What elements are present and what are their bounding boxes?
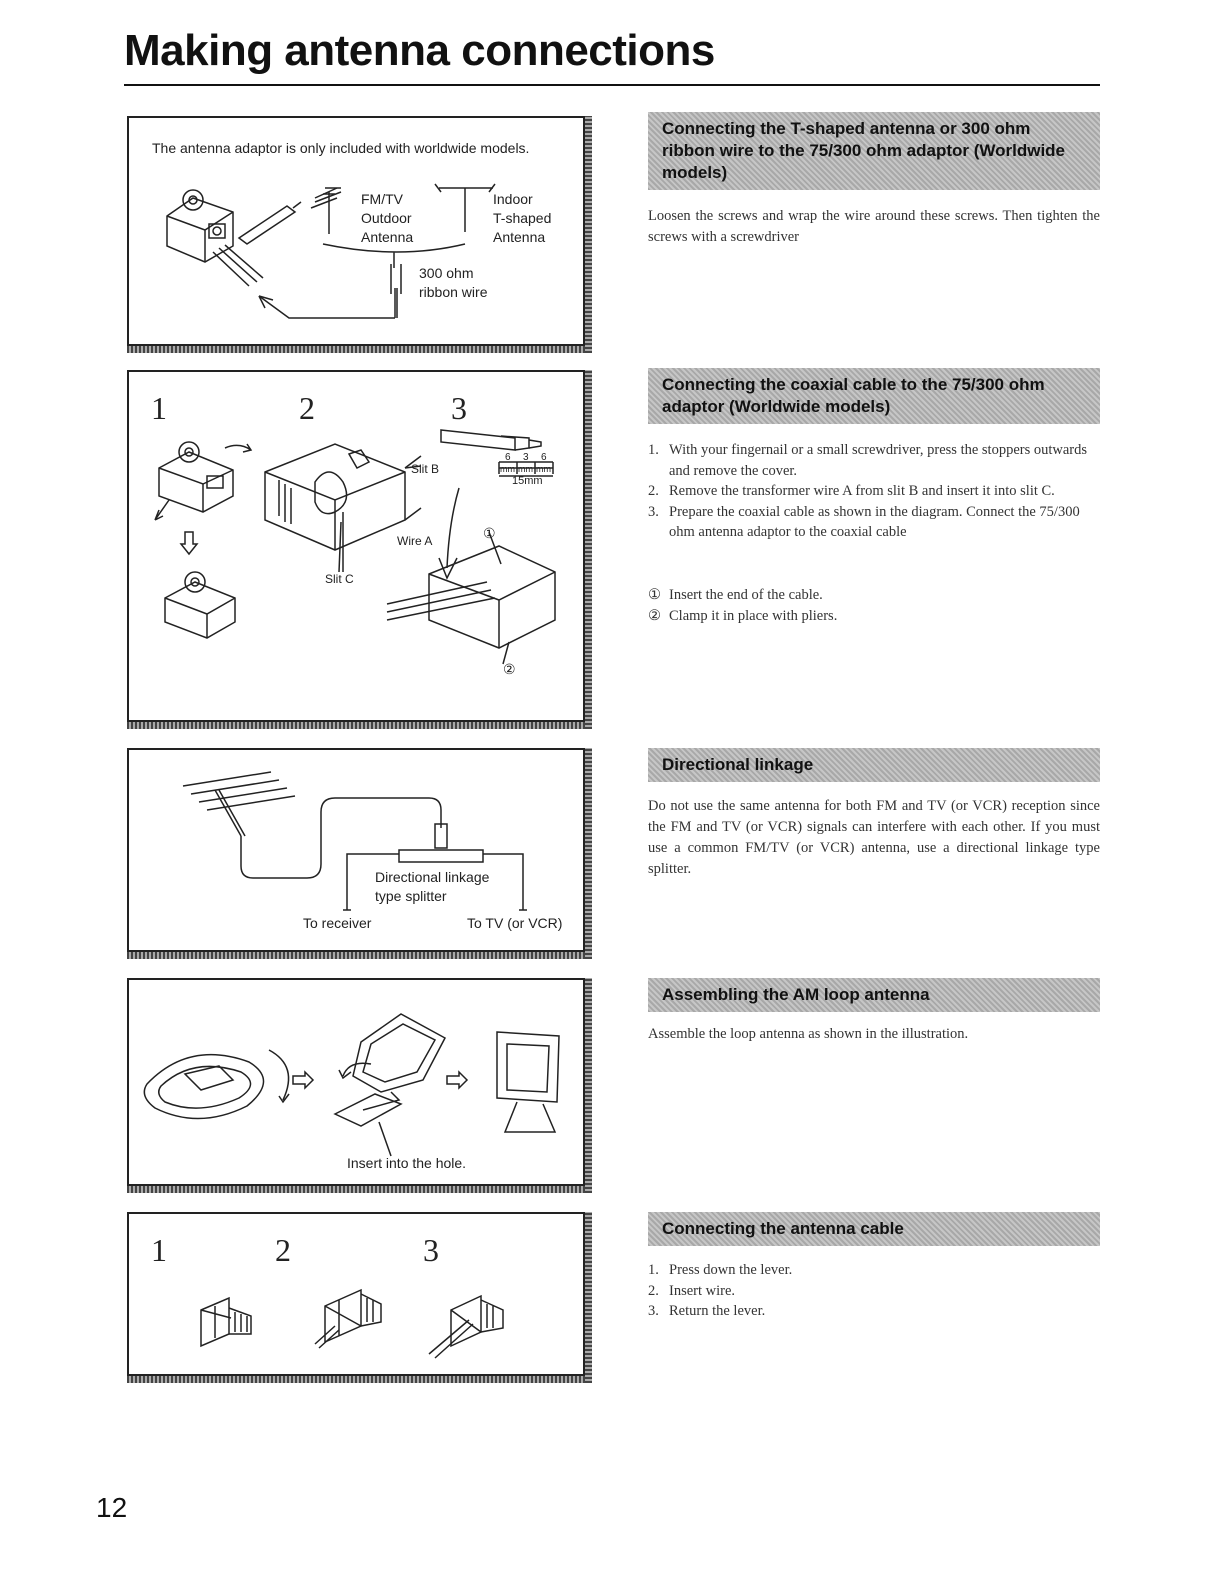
indoor-antenna-label-2: T-shaped xyxy=(493,210,552,226)
marker-2: ② xyxy=(503,661,516,677)
indoor-antenna-label-3: Antenna xyxy=(493,229,546,245)
insert-hole-label: Insert into the hole. xyxy=(347,1155,467,1171)
figure-directional-linkage xyxy=(127,748,585,952)
coax-step-1-number: 1 xyxy=(151,390,167,426)
dimension-total: 15mm xyxy=(512,475,543,487)
adaptor-note: The antenna adaptor is only included with worldwide models. xyxy=(152,140,530,156)
list-item: 2. Insert wire. xyxy=(648,1282,736,1299)
title-rule xyxy=(124,84,1100,86)
coaxial-notes-list xyxy=(648,585,1100,626)
indoor-antenna-label-1: Indoor xyxy=(493,191,533,207)
list-item: 3. Return the lever. xyxy=(648,1303,766,1319)
splitter-label-2: type splitter xyxy=(375,888,447,904)
ribbon-wire-label-2: ribbon wire xyxy=(419,284,488,300)
cable-step-3-number: 3 xyxy=(423,1232,439,1268)
section-text-am-loop: Assemble the loop antenna as shown in the illustration. xyxy=(648,1026,969,1042)
list-item: ① Insert the end of the cable. xyxy=(648,587,823,603)
figure-cable-steps xyxy=(127,1212,585,1376)
section-heading-t-shaped: Connecting the T-shaped antenna or 300 ohm ribbon wire to the 75/300 ohm adaptor (Worldwide models) xyxy=(648,112,1100,190)
fm-antenna-label-2: Outdoor xyxy=(361,210,412,226)
list-item: ② Clamp it in place with pliers. xyxy=(648,607,838,624)
list-item: 3. Prepare the coaxial cable as shown in the diagram. Connect the 75/300 ohm antenna adaptor to the coaxial cable xyxy=(648,503,1080,540)
figure-am-loop xyxy=(127,978,585,1186)
splitter-label-1: Directional linkage xyxy=(375,869,490,885)
marker-1: ① xyxy=(483,525,496,541)
dimension-b: 3 xyxy=(523,452,529,463)
slit-c-label: Slit C xyxy=(325,572,354,586)
cable-step-2-number: 2 xyxy=(275,1232,291,1268)
terminal-illustration xyxy=(129,1214,583,1374)
fm-antenna-label-3: Antenna xyxy=(361,229,414,245)
list-item: 2. Remove the transformer wire A from slit B and insert it into slit C. xyxy=(648,483,1055,499)
coaxial-steps-list xyxy=(648,440,1100,543)
page-title: Making antenna connections xyxy=(124,26,715,75)
dimension-unit-b: mm xyxy=(518,464,533,474)
section-heading-directional: Directional linkage xyxy=(648,748,1100,782)
dimension-a: 6 xyxy=(505,452,511,463)
section-heading-coaxial: Connecting the coaxial cable to the 75/300 ohm adaptor (Worldwide models) xyxy=(648,368,1100,424)
section-text-directional: Do not use the same antenna for both FM and TV (or VCR) reception since the FM and TV (or VCR) signals can interfere with each other. If you must use a common FM/TV (or VCR) antenna, use a directional linkage type splitter. xyxy=(648,798,1100,877)
coax-step-2-number: 2 xyxy=(299,390,315,426)
ribbon-wire-label-1: 300 ohm xyxy=(419,265,474,281)
fm-antenna-label-1: FM/TV xyxy=(361,191,403,207)
section-heading-am-loop: Assembling the AM loop antenna xyxy=(648,978,1100,1012)
dimension-c: 6 xyxy=(541,452,547,463)
figure-antenna-adaptor xyxy=(127,116,585,346)
dimension-unit-a: mm xyxy=(500,464,515,474)
wire-a-label: Wire A xyxy=(397,534,433,548)
dimension-unit-c: mm xyxy=(536,464,551,474)
page-number: 12 xyxy=(96,1492,128,1523)
cable-step-1-number: 1 xyxy=(151,1232,167,1268)
coax-step-3-number: 3 xyxy=(451,390,467,426)
section-heading-antenna-cable: Connecting the antenna cable xyxy=(648,1212,1100,1246)
section-text-t-shaped: Loosen the screws and wrap the wire around these screws. Then tighten the screws with a screwdriver xyxy=(648,208,1100,245)
to-receiver-label: To receiver xyxy=(303,915,372,931)
list-item: 1. Press down the lever. xyxy=(648,1262,793,1278)
to-tv-label: To TV (or VCR) xyxy=(467,915,563,931)
list-item: 1. With your fingernail or a small screwdriver, press the stoppers outwards and remove the cover. xyxy=(648,442,1088,479)
antenna-cable-steps-list xyxy=(648,1260,1100,1322)
figure-coaxial-steps xyxy=(127,370,585,722)
slit-b-label: Slit B xyxy=(411,462,440,476)
